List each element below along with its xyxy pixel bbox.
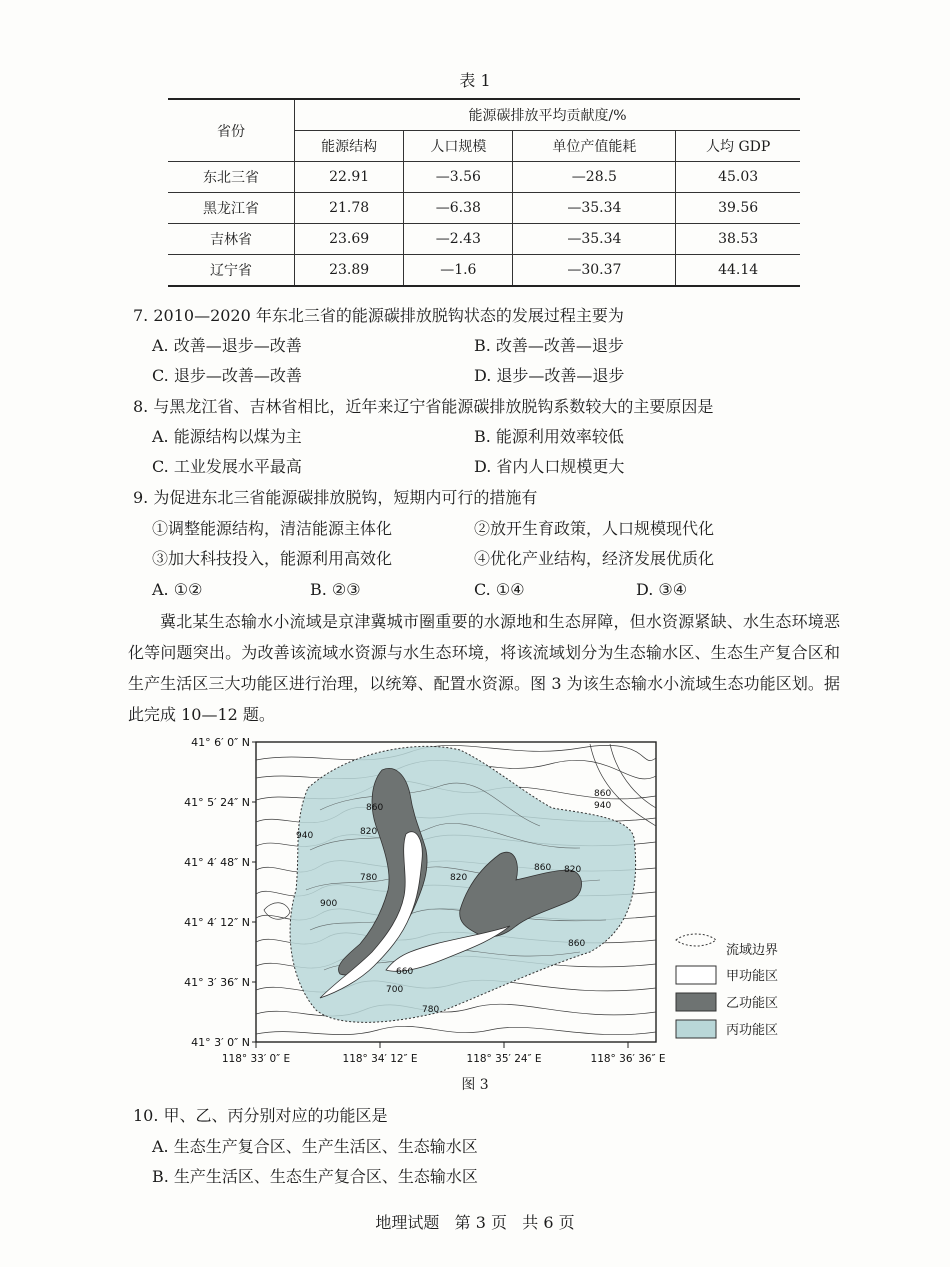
lat-label: 41° 3′ 36″ N bbox=[184, 976, 250, 989]
cell: —35.34 bbox=[513, 193, 676, 224]
cell: —2.43 bbox=[404, 224, 513, 255]
q10-option-b[interactable]: B. 生产生活区、生态生产复合区、生态输水区 bbox=[152, 1167, 478, 1186]
contour-label: 900 bbox=[320, 899, 338, 909]
group-header: 能源碳排放平均贡献度/% bbox=[295, 99, 801, 131]
cell: —35.34 bbox=[513, 224, 676, 255]
col-header: 单位产值能耗 bbox=[513, 131, 676, 162]
cell: 39.56 bbox=[676, 193, 800, 224]
legend-jia-swatch bbox=[676, 966, 716, 984]
reading-passage: 冀北某生态输水小流域是京津冀城市圈重要的水源地和生态屏障，但水资源紧缺、水生态环境恶化等问题突出。为改善该流域水资源与水生态环境，将该流域划分为生态输水区、生态生产复合区和生产生活区三大功能区进行治理，以统筹、配置水资源。图 3 为该生态输水小流域生态功能区划。据此完成 10—12 题。 bbox=[128, 612, 840, 724]
col-header: 能源结构 bbox=[295, 131, 404, 162]
q8-option-d[interactable]: D. 省内人口规模更大 bbox=[474, 457, 625, 476]
q9-statement-2: ②放开生育政策，人口规模现代化 bbox=[474, 519, 715, 538]
legend-boundary-symbol bbox=[676, 934, 716, 946]
footer-page: 第 3 页 bbox=[454, 1213, 507, 1232]
contour-label: 820 bbox=[450, 873, 468, 883]
q9-statement-4: ④优化产业结构，经济发展优质化 bbox=[474, 549, 715, 568]
contour-label: 860 bbox=[534, 863, 552, 873]
topographic-map bbox=[160, 730, 800, 1070]
q7-stem: 7. 2010—2020 年东北三省的能源碳排放脱钩状态的发展过程主要为 bbox=[133, 306, 624, 325]
row-name: 东北三省 bbox=[168, 162, 295, 193]
q10-stem: 10. 甲、乙、丙分别对应的功能区是 bbox=[133, 1106, 388, 1125]
q8-option-a[interactable]: A. 能源结构以煤为主 bbox=[152, 427, 302, 446]
footer-total: 共 6 页 bbox=[522, 1213, 575, 1232]
table-row bbox=[168, 255, 800, 287]
contour-label: 860 bbox=[366, 803, 384, 813]
cell: —30.37 bbox=[513, 255, 676, 287]
q7-option-d[interactable]: D. 退步—改善—退步 bbox=[474, 366, 625, 385]
contour-label: 820 bbox=[360, 827, 378, 837]
cell: —3.56 bbox=[404, 162, 513, 193]
lat-label: 41° 3′ 0″ N bbox=[191, 1036, 250, 1049]
footer-subject: 地理试题 bbox=[375, 1213, 440, 1232]
row-name: 黑龙江省 bbox=[168, 193, 295, 224]
lon-label: 118° 33′ 0″ E bbox=[221, 1053, 291, 1065]
q8-option-b[interactable]: B. 能源利用效率较低 bbox=[474, 427, 624, 446]
cell: 45.03 bbox=[676, 162, 800, 193]
contour-label: 860 bbox=[568, 939, 586, 949]
col-header: 人口规模 bbox=[404, 131, 513, 162]
legend-yi-swatch bbox=[676, 993, 716, 1011]
table-row bbox=[168, 224, 800, 255]
contour-label: 700 bbox=[386, 985, 404, 995]
q7-option-b[interactable]: B. 改善—改善—退步 bbox=[474, 336, 624, 355]
legend-jia-label: 甲功能区 bbox=[726, 969, 779, 984]
lat-label: 41° 6′ 0″ N bbox=[191, 736, 250, 749]
table-row bbox=[168, 162, 800, 193]
col-header: 人均 GDP bbox=[676, 131, 800, 162]
contour-label: 820 bbox=[564, 865, 582, 875]
lon-label: 118° 34′ 12″ E bbox=[342, 1053, 418, 1065]
legend-bing-swatch bbox=[676, 1020, 716, 1038]
contour-label: 940 bbox=[594, 801, 612, 811]
cell: 44.14 bbox=[676, 255, 800, 287]
figure-caption: 图 3 bbox=[461, 1077, 489, 1093]
cell: 22.91 bbox=[295, 162, 404, 193]
q7-option-c[interactable]: C. 退步—改善—改善 bbox=[152, 366, 302, 385]
cell: 21.78 bbox=[295, 193, 404, 224]
q9-option-c[interactable]: C. ①④ bbox=[474, 580, 525, 599]
q9-option-d[interactable]: D. ③④ bbox=[636, 580, 688, 599]
cell: —6.38 bbox=[404, 193, 513, 224]
data-table bbox=[168, 98, 800, 287]
cell: 23.69 bbox=[295, 224, 404, 255]
q8-stem: 8. 与黑龙江省、吉林省相比，近年来辽宁省能源碳排放脱钩系数较大的主要原因是 bbox=[133, 397, 714, 416]
legend-boundary-label: 流域边界 bbox=[726, 943, 779, 958]
legend-yi-label: 乙功能区 bbox=[726, 996, 779, 1011]
q9-option-a[interactable]: A. ①② bbox=[152, 580, 203, 599]
page-footer bbox=[0, 1210, 950, 1233]
contour-label: 860 bbox=[594, 789, 612, 799]
q9-stem: 9. 为促进东北三省能源碳排放脱钩，短期内可行的措施有 bbox=[133, 488, 538, 507]
q8-option-c[interactable]: C. 工业发展水平最高 bbox=[152, 457, 302, 476]
row-name: 吉林省 bbox=[168, 224, 295, 255]
contour-label: 780 bbox=[360, 873, 378, 883]
cell: —1.6 bbox=[404, 255, 513, 287]
q10-option-a[interactable]: A. 生态生产复合区、生产生活区、生态输水区 bbox=[152, 1137, 478, 1156]
province-header: 省份 bbox=[168, 99, 295, 162]
contour-label: 660 bbox=[396, 967, 414, 977]
map-figure bbox=[160, 730, 800, 1070]
q9-statement-1: ①调整能源结构，清洁能源主体化 bbox=[152, 519, 393, 538]
cell: —28.5 bbox=[513, 162, 676, 193]
cell: 23.89 bbox=[295, 255, 404, 287]
table-caption: 表 1 bbox=[459, 71, 491, 90]
q9-option-b[interactable]: B. ②③ bbox=[310, 580, 361, 599]
q7-option-a[interactable]: A. 改善—退步—改善 bbox=[152, 336, 302, 355]
contour-label: 780 bbox=[422, 1005, 440, 1015]
lon-label: 118° 35′ 24″ E bbox=[466, 1053, 542, 1065]
lat-label: 41° 4′ 12″ N bbox=[184, 916, 250, 929]
map-legend bbox=[676, 934, 778, 1038]
table-row bbox=[168, 193, 800, 224]
lon-label: 118° 36′ 36″ E bbox=[590, 1053, 666, 1065]
cell: 38.53 bbox=[676, 224, 800, 255]
q9-statement-3: ③加大科技投入，能源利用高效化 bbox=[152, 549, 393, 568]
lat-label: 41° 5′ 24″ N bbox=[184, 796, 250, 809]
contour-label: 940 bbox=[296, 831, 314, 841]
row-name: 辽宁省 bbox=[168, 255, 295, 287]
lat-label: 41° 4′ 48″ N bbox=[184, 856, 250, 869]
legend-bing-label: 丙功能区 bbox=[726, 1023, 779, 1038]
